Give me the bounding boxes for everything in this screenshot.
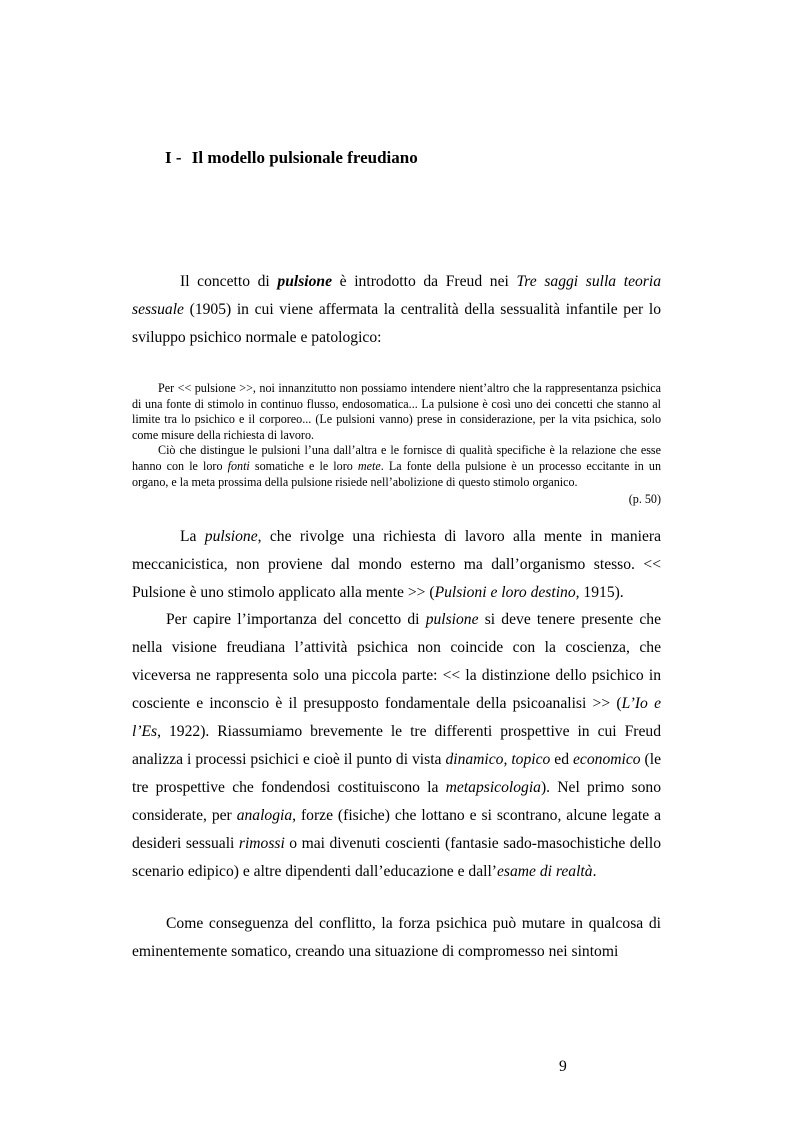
book-title-pulsioni: Pulsioni e loro destino,	[434, 584, 580, 601]
paragraph-intro: Il concetto di pulsione è introdotto da Freud nei Tre saggi sulla teoria sessuale (1905) in cui viene affermata la centralità della sessualità infantile per lo sviluppo psichico normale e patologico:	[132, 273, 661, 346]
paragraph-metapsicologia: Per capire l’importanza del concetto di pulsione si deve tenere presente che nella visione freudiana l’attività psichica non coincide con la coscienza, che viceversa ne rappresenta solo una piccola parte: << la distinzione dello psichico in cosciente e inconscio è il presupposto fondamentale della psicoanalisi >> (L’Io e l’Es, 1922). Riassumiamo brevemente le tre differenti prospettive in cui Freud analizza i processi psichici e cioè il punto di vista dinamico, topico ed economico (le tre prospettive che fondendosi costituiscono la metapsicologia). Nel primo sono considerate, per analogia, forze (fisiche) che lottano e si scontrano, alcune legate a desideri sessuali rimossi o mai divenuti coscienti (fantasie sado-masochistiche dello scenario edipico) e altre dipendenti dall’educazione e dall’esame di realtà.	[132, 611, 662, 880]
term-pulsione: pulsione	[277, 273, 333, 290]
chapter-heading	[165, 148, 418, 168]
chapter-number: I -	[165, 148, 182, 167]
quote-paragraph: Ciò che distingue le pulsioni l’una dall’altra e le fornisce di qualità specifiche è la relazione che esse hanno con le loro fonti somatiche e le loro mete. La fonte della pulsione è un processo eccitante in un organo, e la meta prossima della pulsione risiede nell’abolizione di questo stimolo organico.	[132, 443, 661, 489]
book-title-io-es: L’Io e l’Es	[132, 695, 661, 740]
paragraph-conflitto: Come conseguenza del conflitto, la forza psichica può mutare in qualcosa di eminentemente somatico, creando una situazione di compromesso nei sintomi	[132, 915, 661, 960]
book-title-tre-saggi: Tre saggi sulla teoria sessuale	[132, 273, 661, 318]
page-number: 9	[559, 1058, 567, 1075]
chapter-title: Il modello pulsionale freudiano	[191, 148, 418, 167]
paragraph-pulsione: La pulsione, che rivolge una richiesta di lavoro alla mente in maniera meccanicistica, non proviene dal mondo esterno ma dall’organismo stesso. << Pulsione è uno stimolo applicato alla mente >> (Pulsioni e loro destino, 1915).	[132, 528, 661, 601]
quote-paragraph: Per << pulsione >>, noi innanzitutto non possiamo intendere nient’altro che la rappresentanza psichica di una fonte di stimolo in continuo flusso, endosomatica... La pulsione è così uno dei concetti che stanno al limite tra lo psichico e il corporeo... (Le pulsioni vanno) prese in considerazione, per la vita psichica, solo come misure della richiesta di lavoro.	[132, 381, 661, 442]
block-quote	[132, 381, 661, 508]
quote-citation: (p. 50)	[628, 492, 661, 507]
